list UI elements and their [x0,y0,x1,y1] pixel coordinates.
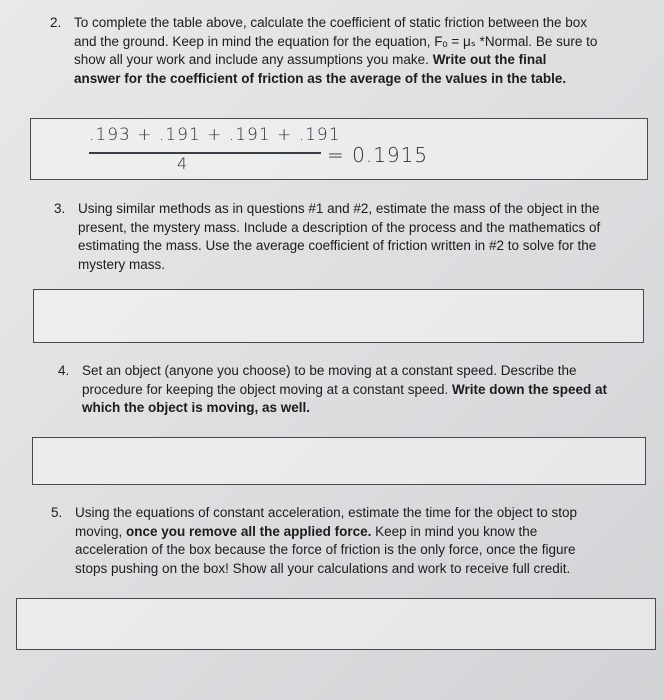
answer-box-q4[interactable] [32,437,646,485]
question-text-line: procedure for keeping the object moving at a constant speed. [82,381,452,397]
question-text-line: stops pushing on the box! Show all your calculations and work to receive full credit. [75,560,571,576]
question-number: 3. [54,201,66,216]
question-text-line: Using similar methods as in questions #1 and #2, estimate the mass of the object in the [78,201,600,216]
question-text-line: estimating the mass. Use the average coefficient of friction written in #2 to solve for the [78,238,597,253]
question-text-line: show all your work and include any assumptions you make. [74,52,433,67]
answer-box-q5[interactable] [16,598,656,650]
emphasis-text: Write down the speed at [451,381,608,397]
handwritten-numerator: .193 + .191 + .191 + .191 [89,125,341,145]
emphasis-text: which the object is moving, as well. [82,400,311,415]
emphasis-text: Write out the final [432,52,547,67]
question-number: 2. [50,15,62,30]
answer-box-q2[interactable] [30,118,648,180]
question-text-line: Keep in mind you know the [371,523,538,539]
question-number: 4. [58,363,70,378]
question-text-line: To complete the table above, calculate the coefficient of static friction between the box [74,15,588,30]
question-text-line: mystery mass. [78,256,166,272]
question-text-line: moving, [75,523,127,539]
question-number: 5. [51,505,63,520]
question-text-line: acceleration of the box because the force of friction is the only force, once the figure [75,542,576,557]
question-text-line: and the ground. Keep in mind the equation for the equation, Fₒ = μₛ *Normal. Be sure to [74,33,598,49]
question-text-line: present, the mystery mass. Include a description of the process and the mathematics of [78,219,601,235]
handwritten-result: = 0.1915 [327,143,429,167]
fraction-bar [89,152,321,154]
handwritten-denominator: 4 [177,154,189,173]
answer-box-q3[interactable] [33,289,644,343]
question-text-line: Set an object (anyone you choose) to be moving at a constant speed. Describe the [82,363,577,378]
emphasis-text: once you remove all the applied force. [126,523,372,539]
emphasis-text: answer for the coefficient of friction as the average of the values in the table. [74,70,567,86]
question-text-line: Using the equations of constant acceleration, estimate the time for the object to stop [75,505,578,520]
